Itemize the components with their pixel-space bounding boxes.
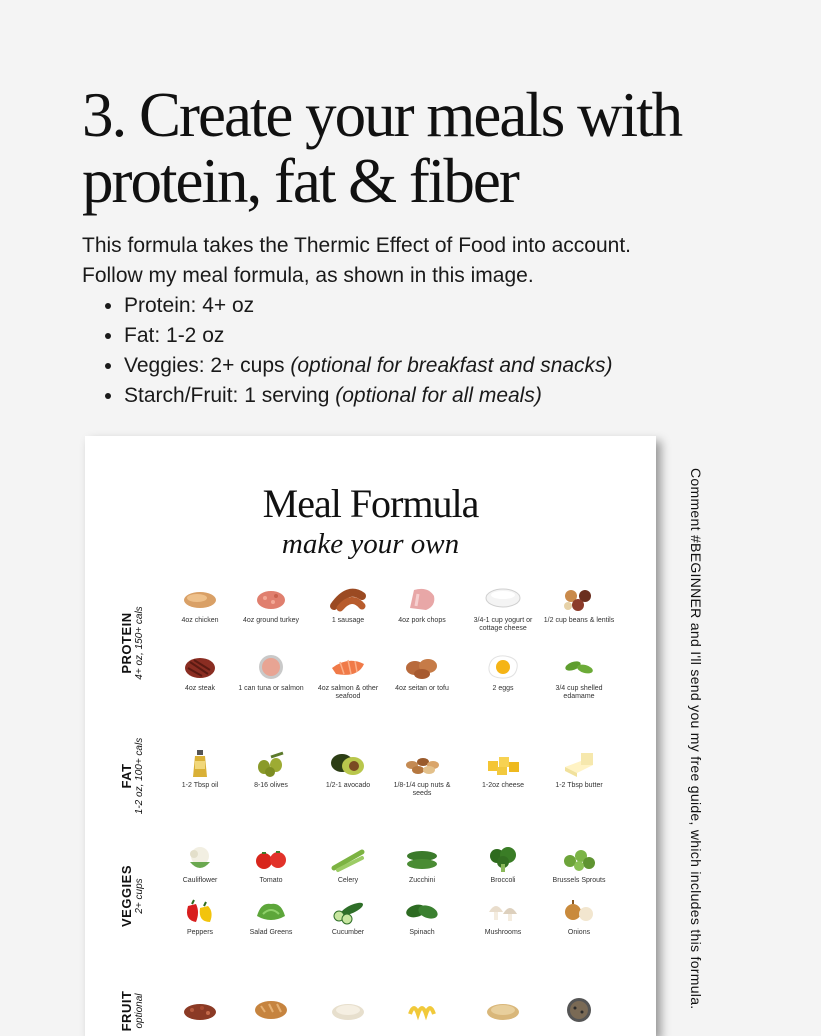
food-item (541, 896, 617, 937)
food-item (233, 584, 309, 625)
food-label: Broccoli (490, 877, 516, 884)
food-item (233, 749, 309, 790)
food-item (384, 844, 460, 885)
headline (82, 82, 802, 214)
edamame-icon (559, 652, 599, 682)
list-item-protein: • Protein: 4+ oz (124, 291, 782, 321)
food-label: 4oz seitan or tofu (395, 685, 449, 692)
food-item (541, 994, 617, 1024)
food-item (162, 652, 238, 693)
food-item (310, 749, 386, 790)
food-label: 4oz ground turkey (242, 617, 300, 624)
food-item (310, 896, 386, 937)
section-label-veggies: VEGGIES 2+ cups (119, 864, 145, 928)
headline-line-2: protein, fat & fiber (82, 146, 518, 216)
food-item (310, 652, 386, 701)
food-label: Cauliflower (182, 877, 218, 884)
card-subtitle: make your own (281, 528, 460, 560)
food-item (310, 844, 386, 885)
sausage-icon (328, 584, 368, 614)
peppers-icon (180, 896, 220, 926)
food-label: Salad Greens (249, 929, 293, 936)
food-item (162, 584, 238, 625)
headline-line-1: 3. Create your meals with (82, 80, 682, 150)
cauliflower-icon (180, 844, 220, 874)
chicken-breast-icon (180, 584, 220, 614)
oats-icon (483, 994, 523, 1024)
food-label: Spinach (409, 929, 435, 936)
food-item (162, 844, 238, 885)
spinach-icon (402, 896, 442, 926)
food-item (233, 844, 309, 885)
food-item (384, 896, 460, 937)
food-label: 8-16 olives (254, 782, 288, 789)
food-label: 3/4-1 cup yogurt or cottage cheese (473, 617, 533, 632)
food-label: 4oz pork chops (398, 617, 446, 624)
cucumber-icon (328, 896, 368, 926)
pork-chop-icon (402, 584, 442, 614)
fried-egg-icon (483, 652, 523, 682)
food-item (233, 652, 309, 693)
canned-tuna-icon (251, 652, 291, 682)
tomato-icon (251, 844, 291, 874)
section-label-fruit: FRUIT optional (119, 990, 145, 1032)
food-item (541, 584, 617, 625)
food-label: 1/8-1/4 cup nuts & seeds (393, 782, 451, 797)
cheese-cubes-icon (483, 749, 523, 779)
section-label-fat: FAT 1-2 oz, 100+ cals (119, 737, 145, 815)
butter-icon (559, 749, 599, 779)
section-label-protein: PROTEIN 4+ oz, 150+ cals (119, 606, 145, 680)
broccoli-icon (483, 844, 523, 874)
chia-seeds-icon (559, 994, 599, 1024)
food-item (465, 652, 541, 693)
food-label: Brussels Sprouts (552, 877, 606, 884)
food-label: 1-2oz cheese (481, 782, 525, 789)
pasta-icon (402, 994, 442, 1024)
mixed-nuts-icon (402, 749, 442, 779)
food-item (465, 994, 541, 1024)
food-label: 1/2-1 avocado (325, 782, 371, 789)
meal-formula-card (85, 436, 656, 1036)
food-item (465, 749, 541, 790)
olives-icon (251, 749, 291, 779)
food-item (465, 584, 541, 633)
celery-icon (328, 844, 368, 874)
food-label: Mushrooms (484, 929, 522, 936)
avocado-icon (328, 749, 368, 779)
seitan-tofu-icon (402, 652, 442, 682)
zucchini-icon (402, 844, 442, 874)
food-label: 4oz steak (185, 685, 215, 692)
yogurt-bowl-icon (483, 584, 523, 614)
food-label: Cucumber (331, 929, 365, 936)
brussels-sprouts-icon (559, 844, 599, 874)
food-item (310, 994, 386, 1024)
ground-turkey-icon (251, 584, 291, 614)
food-item (162, 896, 238, 937)
intro-line-1: This formula takes the Thermic Effect of Food into account. (82, 234, 631, 257)
food-item (162, 749, 238, 790)
food-label: Tomato (259, 877, 283, 884)
salad-greens-icon (251, 896, 291, 926)
food-item (541, 844, 617, 885)
food-item (310, 584, 386, 625)
food-item (465, 844, 541, 885)
food-label: 4oz salmon & other seafood (317, 685, 379, 700)
list-item-veggies: • Veggies: 2+ cups (optional for breakfast and snacks) (124, 351, 782, 381)
steak-icon (180, 652, 220, 682)
food-item (384, 652, 460, 693)
list-item-fat: • Fat: 1-2 oz (124, 321, 782, 351)
card-title: Meal Formula (262, 481, 479, 526)
food-item (541, 749, 617, 790)
bread-loaf-icon (251, 994, 291, 1024)
intro (82, 231, 782, 411)
mushrooms-icon (483, 896, 523, 926)
list-item-starch-fruit: • Starch/Fruit: 1 serving (optional for all meals) (124, 381, 782, 411)
food-label: 1/2 cup beans & lentils (543, 617, 615, 624)
food-item (384, 749, 460, 798)
food-label: 2 eggs (492, 685, 514, 692)
side-comment-note: Comment #BEGINNER and I'll send you my free guide, which includes this formula. (688, 468, 704, 1010)
intro-line-2: Follow my meal formula, as shown in this image. (82, 264, 534, 287)
grain-pile-icon (180, 994, 220, 1024)
onions-icon (559, 896, 599, 926)
salmon-fillet-icon (328, 652, 368, 682)
rice-icon (328, 994, 368, 1024)
food-label: Celery (337, 877, 359, 884)
food-label: 1-2 Tbsp oil (181, 782, 219, 789)
oil-bottle-icon (180, 749, 220, 779)
food-item (384, 584, 460, 625)
food-label: 3/4 cup shelled edamame (555, 685, 603, 700)
food-item (162, 994, 238, 1024)
meal-formula-list (82, 291, 782, 411)
beans-lentils-icon (559, 584, 599, 614)
food-label: 1 sausage (331, 617, 365, 624)
food-label: 1 can tuna or salmon (238, 685, 304, 692)
food-label: Peppers (186, 929, 214, 936)
food-label: 4oz chicken (181, 617, 219, 624)
food-item (541, 652, 617, 701)
food-label: Onions (567, 929, 591, 936)
food-item (384, 994, 460, 1024)
food-item (465, 896, 541, 937)
food-label: 1-2 Tbsp butter (555, 782, 603, 789)
food-item (233, 994, 309, 1024)
food-label: Zucchini (408, 877, 436, 884)
food-item (233, 896, 309, 937)
